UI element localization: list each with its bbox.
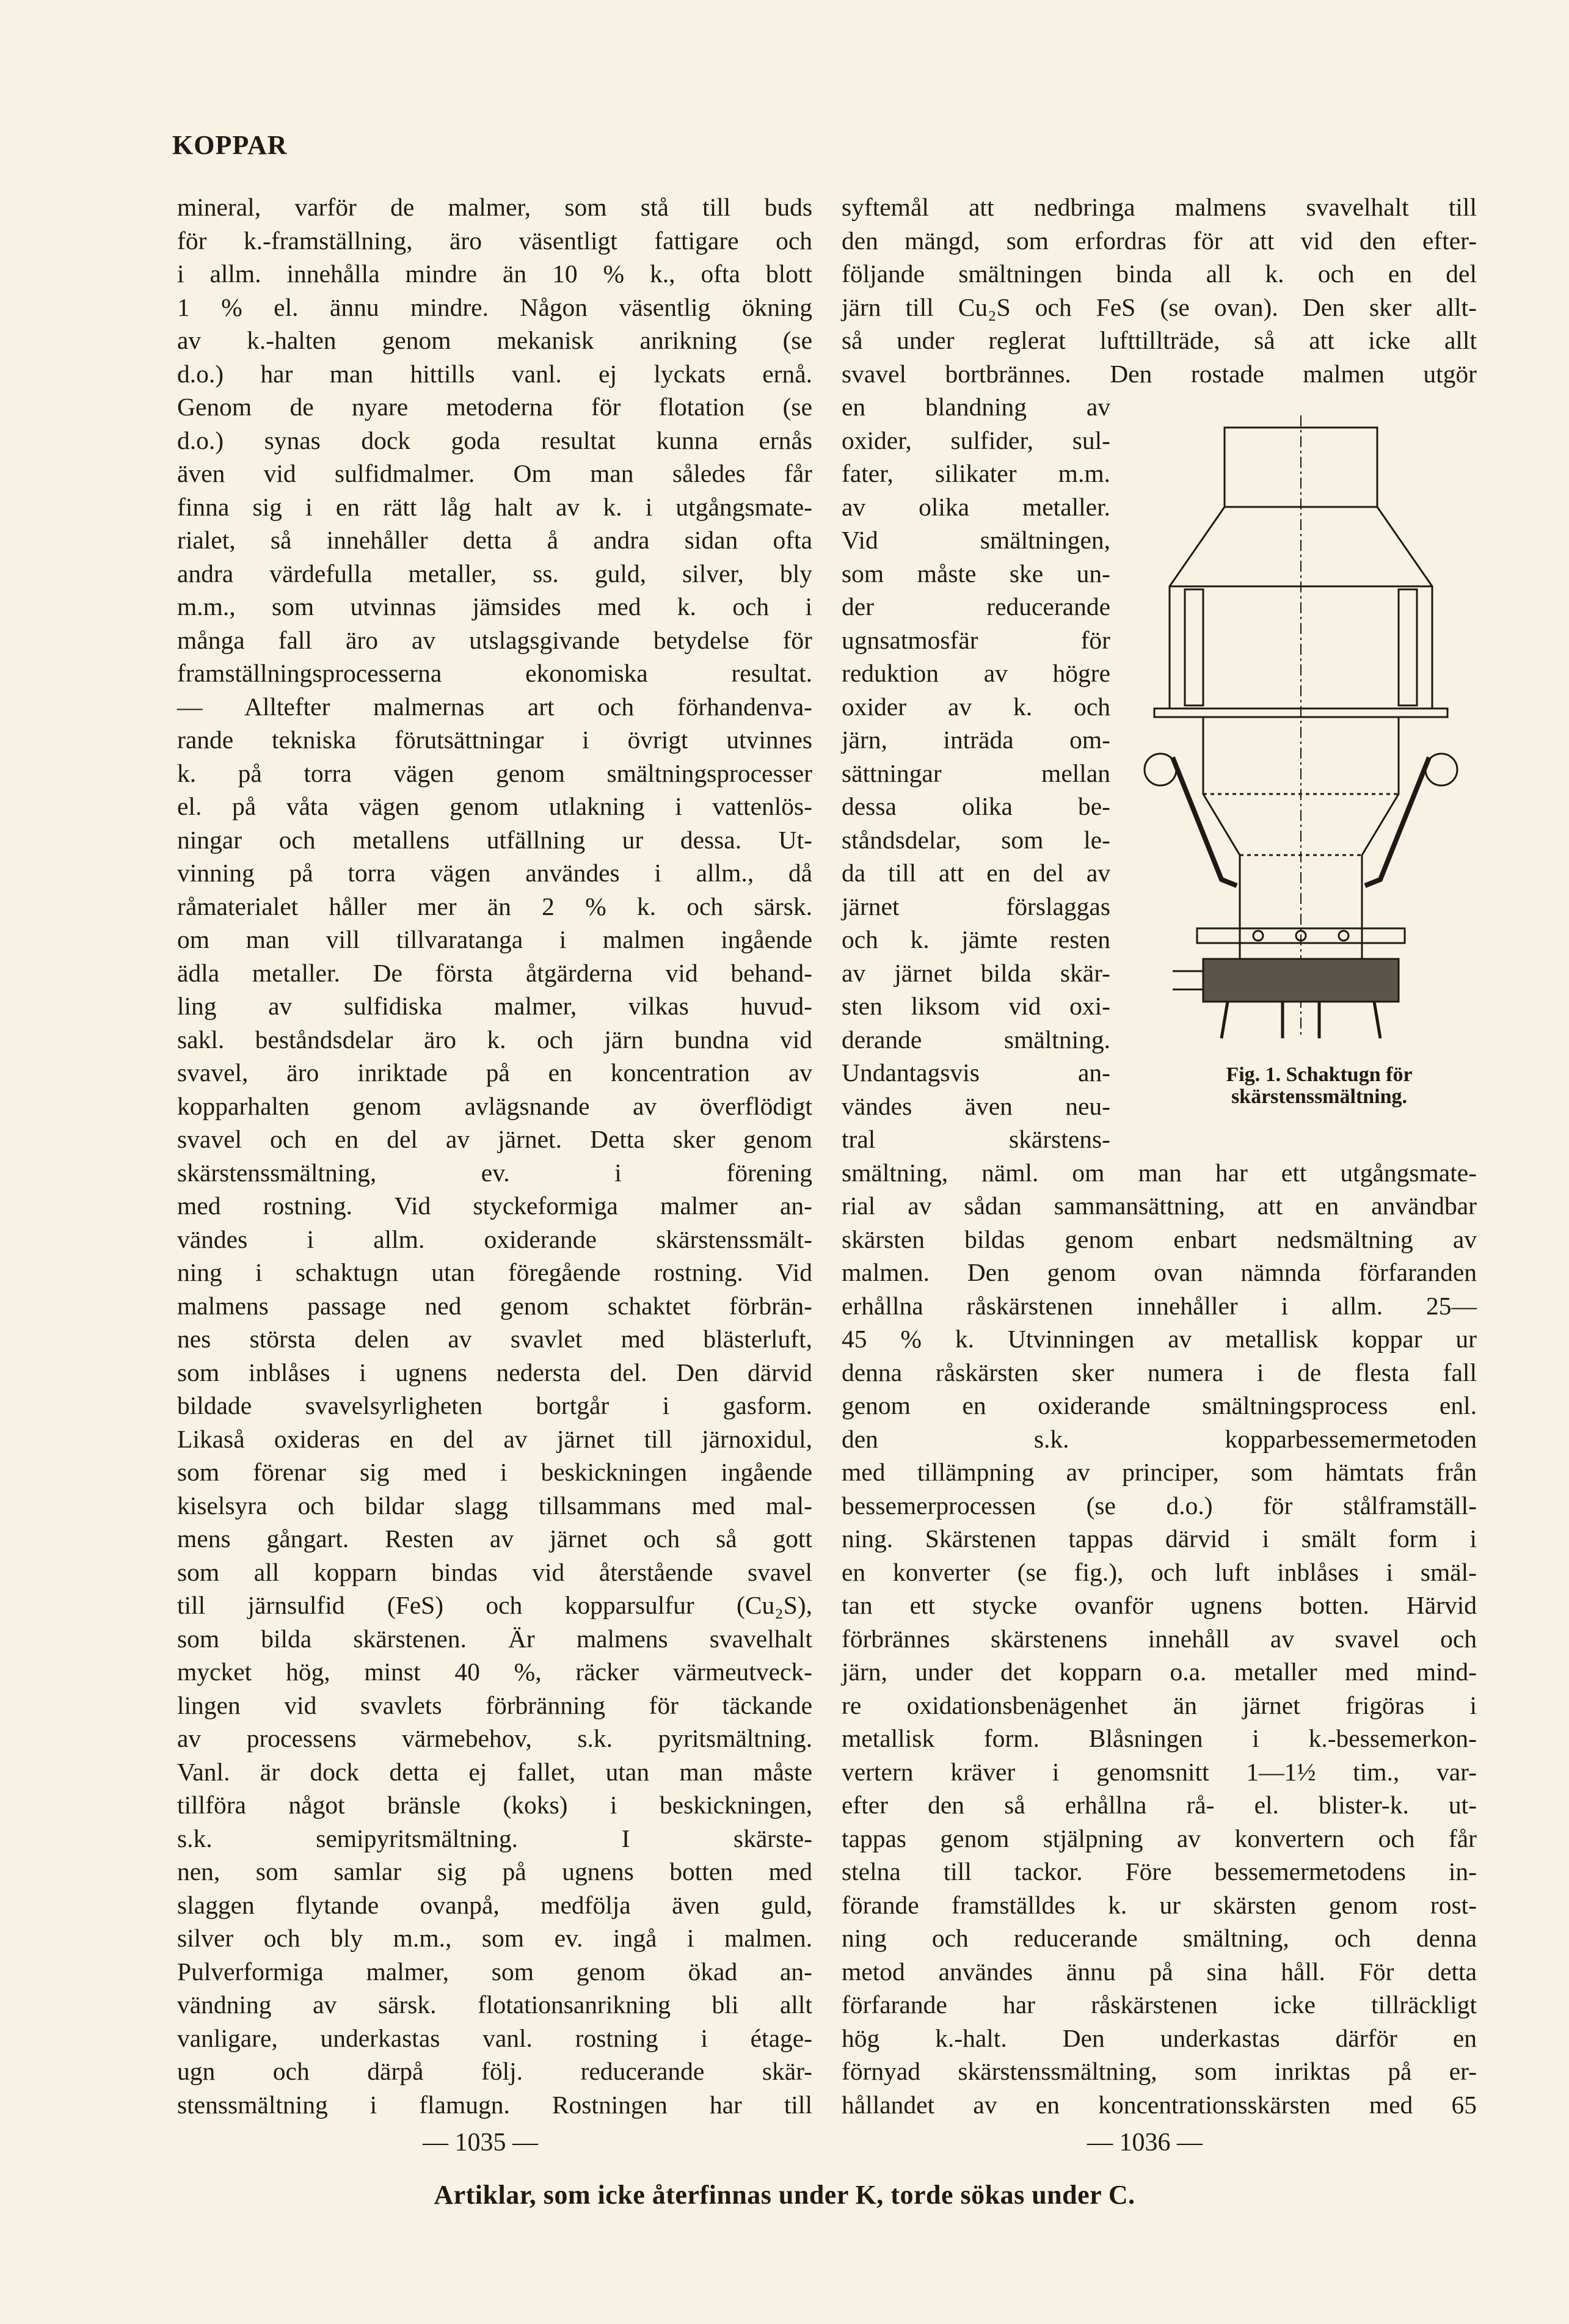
text-line: svavel och en del av järnet. Detta sker genom xyxy=(177,1125,812,1153)
text-line: så under reglerat lufttillträde, så att icke allt xyxy=(842,326,1477,354)
text-line: oxider, sulfider, sul- xyxy=(842,426,1110,454)
text-line: genom en oxiderande smältningsprocess enl. xyxy=(842,1391,1477,1419)
text-line: av järnet bilda skär- xyxy=(842,958,1110,987)
text-line: svavel bortbrännes. Den rostade malmen utgör xyxy=(842,359,1477,388)
text-line: förfarande har råskärstenen icke tillräckligt xyxy=(842,1991,1477,2019)
text-line: som inblåses i ugnens nedersta del. Den därvid xyxy=(177,1358,812,1386)
text-line: nes största delen av svavlet med blästerluft, xyxy=(177,1325,812,1353)
text-line: järnet förslaggas xyxy=(842,892,1110,920)
figure-caption-line1: Fig. 1. Schaktugn för xyxy=(1226,1063,1413,1086)
text-line: ugn och därpå följ. reducerande skär- xyxy=(177,2057,812,2085)
text-line: kiselsyra och bildar slagg tillsammans med mal- xyxy=(177,1491,812,1520)
text-line: slaggen flytande ovanpå, medfölja även guld, xyxy=(177,1890,812,1919)
text-line: Vid smältningen, xyxy=(842,526,1110,554)
text-line: stelna till tackor. Före bessemermetodens in- xyxy=(842,1857,1477,1885)
text-line: även vid sulfidmalmer. Om man således får xyxy=(177,459,812,487)
text-line: i allm. innehålla mindre än 10 % k., ofta blott xyxy=(177,260,812,288)
text-line: vändning av särsk. flotationsanrikning bli allt xyxy=(177,1991,812,2019)
text-line: smältning, näml. om man har ett utgångsmate- xyxy=(842,1158,1477,1187)
text-line: rialet, så innehåller detta å andra sidan ofta xyxy=(177,526,812,554)
text-line: erhållna råskärstenen innehåller i allm. 25— xyxy=(842,1291,1477,1320)
text-line: s.k. semipyritsmältning. I skärste- xyxy=(177,1824,812,1852)
text-line: för k.-framställning, äro väsentligt fattigare och xyxy=(177,226,812,255)
text-line: råmaterialet håller mer än 2 % k. och särsk. xyxy=(177,892,812,920)
text-line: ning i schaktugn utan föregående rostning. Vid xyxy=(177,1258,812,1286)
text-line: syftemål att nedbringa malmens svavelhalt till xyxy=(842,193,1477,221)
text-line: ning. Skärstenen tappas därvid i smält form i xyxy=(842,1524,1477,1553)
text-line: vinning på torra vägen användes i allm., då xyxy=(177,859,812,887)
text-line: ädla metaller. De första åtgärderna vid behand- xyxy=(177,958,812,987)
text-line: framställningsprocesserna ekonomiska resultat. xyxy=(177,659,812,687)
right-column-top-text xyxy=(842,191,1477,390)
text-line: bessemerprocessen (se d.o.) för stålframställ- xyxy=(842,1491,1477,1520)
text-line: till järnsulfid (FeS) och kopparsulfur (Cu₂S), xyxy=(177,1591,812,1619)
text-line: den s.k. kopparbessemermetoden xyxy=(842,1424,1477,1453)
text-line: el. på våta vägen genom utlakning i vattenlös- xyxy=(177,792,812,820)
text-line: tappas genom stjälpning av konvertern och får xyxy=(842,1824,1477,1852)
text-line: järn till Cu₂S och FeS (se ovan). Den sker allt- xyxy=(842,293,1477,321)
text-line: mineral, varför de malmer, som stå till buds xyxy=(177,193,812,221)
text-line: bildade svavelsyrligheten bortgår i gasform. xyxy=(177,1391,812,1419)
text-line: ningar och metallens utfällning ur dessa. Ut- xyxy=(177,825,812,854)
furnace-hearth xyxy=(1203,959,1399,1002)
text-line: som bilda skärstenen. Är malmens svavelhalt xyxy=(177,1624,812,1653)
text-line: efter den så erhållna rå- el. blister-k. ut- xyxy=(842,1791,1477,1819)
text-line: sten liksom vid oxi- xyxy=(842,992,1110,1020)
text-line: tillföra något bränsle (koks) i beskickningen, xyxy=(177,1791,812,1819)
text-line: vändes även neu- xyxy=(842,1091,1110,1120)
text-line: många fall äro av utslagsgivande betydelse för xyxy=(177,625,812,654)
figure-caption-line2: skärstenssmältning. xyxy=(1231,1085,1408,1108)
text-line: rande tekniska förutsättningar i övrigt utvinnes xyxy=(177,726,812,754)
page-number-left: — 1035 — xyxy=(423,2129,538,2157)
text-line: stenssmältning i flamugn. Rostningen har till xyxy=(177,2090,812,2119)
text-line: Genom de nyare metoderna för flotation (se xyxy=(177,393,812,421)
text-line: malmens passage ned genom schaktet förbrän- xyxy=(177,1291,812,1320)
text-line: ling av sulfidiska malmer, vilkas huvud- xyxy=(177,992,812,1020)
text-line: dessa olika be- xyxy=(842,792,1110,820)
text-line: Vanl. är dock detta ej fallet, utan man måste xyxy=(177,1757,812,1786)
text-line: som förenar sig med i beskickningen ingående xyxy=(177,1458,812,1486)
text-line: skärsten bildas genom enbart nedsmältning av xyxy=(842,1225,1477,1253)
text-line: re oxidationsbenägenhet än järnet frigöras i xyxy=(842,1691,1477,1719)
text-line: kopparhalten genom avlägsnande av överflödigt xyxy=(177,1091,812,1120)
text-line: med tillämpning av principer, som hämtats från xyxy=(842,1458,1477,1486)
text-line: d.o.) synas dock goda resultat kunna ernås xyxy=(177,426,812,454)
text-line: — Alltefter malmernas art och förhandenva- xyxy=(177,692,812,721)
page-number-right: — 1036 — xyxy=(1087,2129,1203,2157)
text-line: om man vill tillvaratanga i malmen ingående xyxy=(177,925,812,953)
text-line: mens gångart. Resten av järnet och så gott xyxy=(177,1524,812,1553)
text-line: Undantagsvis an- xyxy=(842,1058,1110,1087)
text-line: sättningar mellan xyxy=(842,759,1110,787)
text-line: mycket hög, minst 40 %, räcker värmeutveck- xyxy=(177,1658,812,1686)
text-line: tral skärstens- xyxy=(842,1125,1110,1153)
text-line: finna sig i en rätt låg halt av k. i utgångsmate- xyxy=(177,492,812,521)
text-line: denna råskärsten sker numera i de flesta fall xyxy=(842,1358,1477,1386)
text-line: och k. jämte resten xyxy=(842,925,1110,953)
text-line: metod användes ännu på sina håll. För detta xyxy=(842,1957,1477,1986)
text-line: lingen vid svavlets förbränning för täckande xyxy=(177,1691,812,1719)
text-line: vändes i allm. oxiderande skärstenssmält- xyxy=(177,1225,812,1253)
text-line: rial av sådan sammansättning, att en användbar xyxy=(842,1192,1477,1220)
right-column-narrow-text xyxy=(842,390,1110,1156)
text-line: fater, silikater m.m. xyxy=(842,459,1110,487)
text-line: av olika metaller. xyxy=(842,492,1110,521)
shaft-furnace-figure xyxy=(1136,403,1478,1118)
left-column xyxy=(177,191,812,2121)
text-line: oxider av k. och xyxy=(842,692,1110,721)
text-line: reduktion av högre xyxy=(842,659,1110,687)
text-line: som all kopparn bindas vid återstående svavel xyxy=(177,1557,812,1586)
text-line: silver och bly m.m., som ev. ingå i malmen. xyxy=(177,1924,812,1952)
text-line: järn, under det kopparn o.a. metaller med mind- xyxy=(842,1658,1477,1686)
text-line: följande smältningen binda all k. och en del xyxy=(842,260,1477,288)
text-line: da till att en del av xyxy=(842,859,1110,887)
text-line: 45 % k. Utvinningen av metallisk koppar ur xyxy=(842,1325,1477,1353)
text-line: med rostning. Vid styckeformiga malmer an- xyxy=(177,1192,812,1220)
text-line: 1 % el. ännu mindre. Någon väsentlig ökning xyxy=(177,293,812,321)
text-line: ugnsatmosfär för xyxy=(842,625,1110,654)
text-line: den mängd, som erfordras för att vid den efter- xyxy=(842,226,1477,255)
text-line: Likaså oxideras en del av järnet till järnoxidul, xyxy=(177,1424,812,1453)
text-line: förande framställdes k. ur skärsten genom rost- xyxy=(842,1890,1477,1919)
text-line: m.m., som utvinnas jämsides med k. och i xyxy=(177,592,812,621)
text-line: förbrännes skärstenens innehåll av svavel och xyxy=(842,1624,1477,1653)
text-line: vertern kräver i genomsnitt 1—1½ tim., var- xyxy=(842,1757,1477,1786)
text-line: nen, som samlar sig på ugnens botten med xyxy=(177,1857,812,1885)
right-column-bottom-text xyxy=(842,1156,1477,2122)
text-line: ståndsdelar, som le- xyxy=(842,825,1110,854)
text-line: d.o.) har man hittills vanl. ej lyckats ernå. xyxy=(177,359,812,388)
text-line: en konverter (se fig.), och luft inblåses i smäl- xyxy=(842,1557,1477,1586)
text-line: av processens värmebehov, s.k. pyritsmältning. xyxy=(177,1724,812,1752)
text-line: hållandet av en koncentrationsskärsten med 65 xyxy=(842,2090,1477,2119)
text-line: k. på torra vägen genom smältningsprocesser xyxy=(177,759,812,787)
running-head: KOPPAR xyxy=(172,130,288,160)
text-line: järn, inträda om- xyxy=(842,726,1110,754)
text-line: av k.-halten genom mekanisk anrikning (se xyxy=(177,326,812,354)
text-line: en blandning av xyxy=(842,393,1110,421)
figure-caption xyxy=(1160,1064,1478,1108)
text-line: tan ett stycke ovanför ugnens botten. Härvid xyxy=(842,1591,1477,1619)
text-line: förnyad skärstenssmältning, som inriktas på er- xyxy=(842,2057,1477,2085)
text-line: malmen. Den genom ovan nämnda förfaranden xyxy=(842,1258,1477,1286)
text-line: hög k.-halt. Den underkastas därför en xyxy=(842,2023,1477,2052)
footer-note: Artiklar, som icke återfinnas under K, torde sökas under C. xyxy=(434,2180,1135,2210)
text-line: svavel, äro inriktade på en koncentration av xyxy=(177,1058,812,1087)
shaft-furnace-drawing xyxy=(1136,403,1478,1063)
text-line: metallisk form. Blåsningen i k.-bessemerkon- xyxy=(842,1724,1477,1752)
text-line: andra värdefulla metaller, ss. guld, silver, bly xyxy=(177,559,812,588)
text-line: som måste ske un- xyxy=(842,559,1110,588)
text-line: skärstenssmältning, ev. i förening xyxy=(177,1158,812,1187)
text-line: vanligare, underkastas vanl. rostning i étage- xyxy=(177,2023,812,2052)
text-line: Pulverformiga malmer, som genom ökad an- xyxy=(177,1957,812,1986)
text-line: derande smältning. xyxy=(842,1025,1110,1054)
text-line: ning och reducerande smältning, och denna xyxy=(842,1924,1477,1952)
text-line: sakl. beståndsdelar äro k. och järn bundna vid xyxy=(177,1025,812,1054)
text-line: der reducerande xyxy=(842,592,1110,621)
